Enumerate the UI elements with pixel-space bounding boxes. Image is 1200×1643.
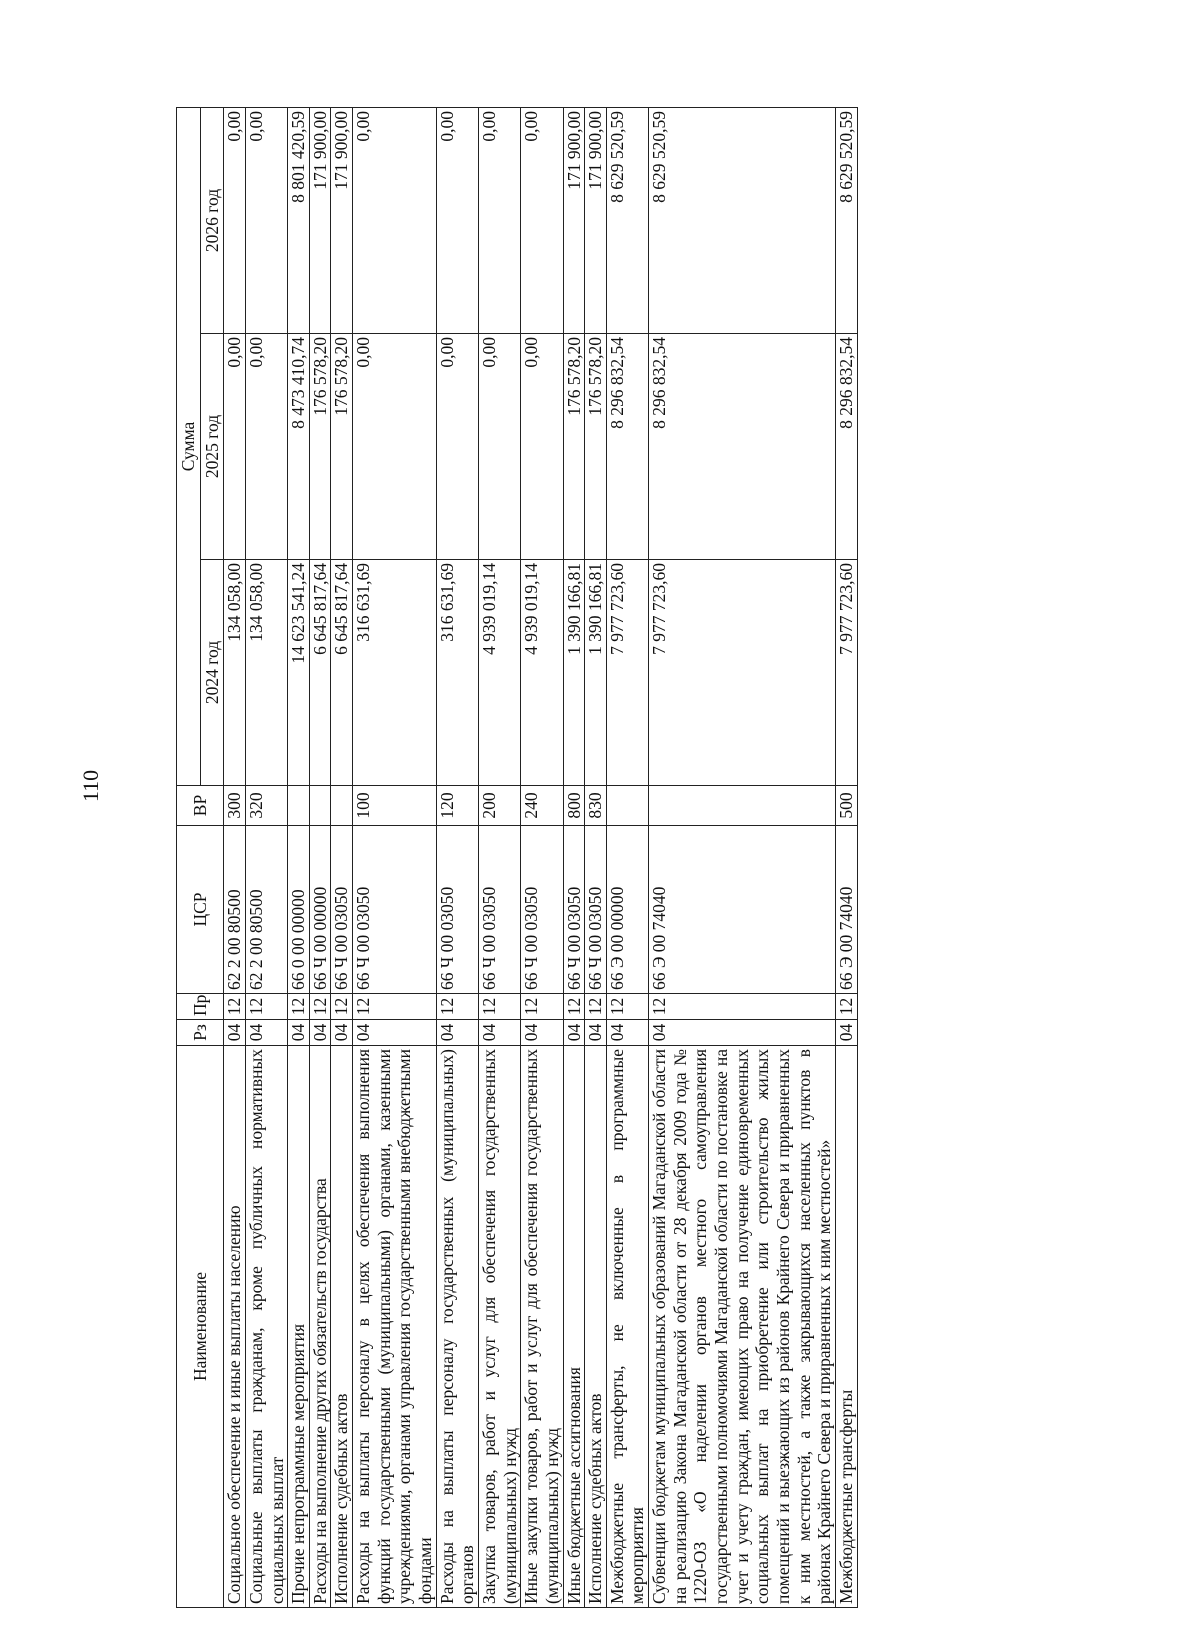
row-2026: 171 900,00 xyxy=(309,107,331,333)
row-rz: 04 xyxy=(649,1020,836,1046)
row-vr: 800 xyxy=(563,786,585,826)
row-rz: 04 xyxy=(563,1020,585,1046)
row-2024: 14 623 541,24 xyxy=(288,560,310,786)
table-row xyxy=(288,107,310,1607)
table-row xyxy=(331,107,353,1607)
row-csr: 66 Э 00 74040 xyxy=(649,826,836,994)
row-2024: 6 645 817,64 xyxy=(331,560,353,786)
row-2024: 4 939 019,14 xyxy=(521,560,563,786)
row-csr: 62 2 00 80500 xyxy=(245,826,287,994)
row-rz: 04 xyxy=(224,1020,246,1046)
row-vr: 830 xyxy=(585,786,607,826)
row-pr: 12 xyxy=(245,994,287,1020)
row-vr: 320 xyxy=(245,786,287,826)
row-rz: 04 xyxy=(478,1020,520,1046)
row-2025: 8 296 832,54 xyxy=(649,334,836,560)
table-row xyxy=(521,107,563,1607)
row-vr: 120 xyxy=(436,786,478,826)
row-2024: 316 631,69 xyxy=(353,560,437,786)
row-rz: 04 xyxy=(288,1020,310,1046)
row-2024: 1 390 166,81 xyxy=(585,560,607,786)
row-rz: 04 xyxy=(245,1020,287,1046)
table-header xyxy=(177,107,224,1607)
row-name: Прочие непрограммные мероприятия xyxy=(288,1046,310,1608)
row-pr: 12 xyxy=(309,994,331,1020)
row-name: Закупка товаров, работ и услуг для обеспечения государственных (муниципальных) нужд xyxy=(478,1046,520,1608)
row-vr xyxy=(331,786,353,826)
header-rz: Рз xyxy=(177,1020,224,1046)
row-name: Межбюджетные трансферты xyxy=(835,1046,857,1608)
row-2026: 0,00 xyxy=(245,107,287,333)
header-pr: Пр xyxy=(177,994,224,1020)
row-2024: 316 631,69 xyxy=(436,560,478,786)
row-csr: 66 Ч 00 03050 xyxy=(521,826,563,994)
row-2024: 134 058,00 xyxy=(245,560,287,786)
table-row xyxy=(835,107,857,1607)
row-pr: 12 xyxy=(835,994,857,1020)
row-2025: 0,00 xyxy=(224,334,246,560)
row-2026: 171 900,00 xyxy=(585,107,607,333)
row-pr: 12 xyxy=(353,994,437,1020)
row-rz: 04 xyxy=(436,1020,478,1046)
row-2024: 1 390 166,81 xyxy=(563,560,585,786)
row-2025: 0,00 xyxy=(353,334,437,560)
row-2025: 176 578,20 xyxy=(309,334,331,560)
row-rz: 04 xyxy=(835,1020,857,1046)
row-pr: 12 xyxy=(606,994,648,1020)
table-row xyxy=(585,107,607,1607)
row-csr: 66 Ч 00 03050 xyxy=(563,826,585,994)
row-2026: 0,00 xyxy=(521,107,563,333)
row-pr: 12 xyxy=(224,994,246,1020)
row-2026: 0,00 xyxy=(224,107,246,333)
row-2026: 8 629 520,59 xyxy=(606,107,648,333)
row-rz: 04 xyxy=(585,1020,607,1046)
row-name: Исполнение судебных актов xyxy=(331,1046,353,1608)
row-2026: 0,00 xyxy=(353,107,437,333)
row-2026: 0,00 xyxy=(436,107,478,333)
row-pr: 12 xyxy=(436,994,478,1020)
row-csr: 66 Ч 00 03050 xyxy=(436,826,478,994)
row-2025: 176 578,20 xyxy=(585,334,607,560)
row-csr: 62 2 00 80500 xyxy=(224,826,246,994)
row-2024: 134 058,00 xyxy=(224,560,246,786)
row-2025: 176 578,20 xyxy=(331,334,353,560)
row-2026: 8 629 520,59 xyxy=(835,107,857,333)
row-2026: 171 900,00 xyxy=(331,107,353,333)
row-2025: 8 473 410,74 xyxy=(288,334,310,560)
row-vr: 240 xyxy=(521,786,563,826)
row-rz: 04 xyxy=(331,1020,353,1046)
table-row xyxy=(563,107,585,1607)
row-pr: 12 xyxy=(521,994,563,1020)
row-vr: 200 xyxy=(478,786,520,826)
row-name: Субвенции бюджетам муниципальных образований Магаданской области на реализацию Закона Магаданской области от 28 декабря 2009 года № 1220-ОЗ «О наделении органов местного самоуправления государственными полномочиями Магаданской области по постановке на учет и учету граждан, имеющих право на получение единовременных социальных выплат на приобретение или строительство жилых помещений и выезжающих из районов Крайнего Севера и приравненных к ним местностей, а также закрывающихся населенных пунктов в районах Крайнего Севера и приравненных к ним местностей» xyxy=(649,1046,836,1608)
row-vr: 100 xyxy=(353,786,437,826)
row-csr: 66 Э 00 74040 xyxy=(835,826,857,994)
row-name: Иные закупки товаров, работ и услуг для обеспечения государственных (муниципальных) нужд xyxy=(521,1046,563,1608)
row-csr: 66 Ч 00 00000 xyxy=(309,826,331,994)
row-pr: 12 xyxy=(478,994,520,1020)
header-csr: ЦСР xyxy=(177,826,224,994)
row-name: Расходы на выполнение других обязательств государства xyxy=(309,1046,331,1608)
table-row xyxy=(436,107,478,1607)
row-vr xyxy=(288,786,310,826)
row-rz: 04 xyxy=(606,1020,648,1046)
rotated-page-content xyxy=(176,108,1076,1608)
header-vr: ВР xyxy=(177,786,224,826)
row-csr: 66 0 00 00000 xyxy=(288,826,310,994)
row-csr: 66 Ч 00 03050 xyxy=(478,826,520,994)
row-rz: 04 xyxy=(521,1020,563,1046)
row-name: Межбюджетные трансферты, не включенные в программные мероприятия xyxy=(606,1046,648,1608)
row-2026: 8 801 420,59 xyxy=(288,107,310,333)
header-year-2025: 2025 год xyxy=(200,334,224,560)
row-name: Иные бюджетные ассигнования xyxy=(563,1046,585,1608)
table-row xyxy=(309,107,331,1607)
header-year-2024: 2024 год xyxy=(200,560,224,786)
table-row xyxy=(224,107,246,1607)
row-name: Расходы на выплаты персоналу в целях обеспечения выполнения функций государственными (муниципальными) органами, казенными учреждениями, органами управления государственными внебюджетными фондами xyxy=(353,1046,437,1608)
row-2025: 0,00 xyxy=(478,334,520,560)
row-2025: 0,00 xyxy=(245,334,287,560)
row-2025: 8 296 832,54 xyxy=(606,334,648,560)
row-name: Социальные выплаты гражданам, кроме публичных нормативных социальных выплат xyxy=(245,1046,287,1608)
row-csr: 66 Ч 00 03050 xyxy=(331,826,353,994)
table-row xyxy=(245,107,287,1607)
table-row xyxy=(353,107,437,1607)
row-csr: 66 Ч 00 03050 xyxy=(585,826,607,994)
row-2026: 0,00 xyxy=(478,107,520,333)
row-pr: 12 xyxy=(585,994,607,1020)
row-vr: 300 xyxy=(224,786,246,826)
row-2025: 0,00 xyxy=(521,334,563,560)
row-2025: 0,00 xyxy=(436,334,478,560)
row-2026: 171 900,00 xyxy=(563,107,585,333)
page-number: 110 xyxy=(78,769,103,802)
row-csr: 66 Ч 00 03050 xyxy=(353,826,437,994)
row-vr: 500 xyxy=(835,786,857,826)
row-vr xyxy=(649,786,836,826)
row-2025: 176 578,20 xyxy=(563,334,585,560)
row-name: Социальное обеспечение и иные выплаты населению xyxy=(224,1046,246,1608)
table-row xyxy=(478,107,520,1607)
row-2024: 6 645 817,64 xyxy=(309,560,331,786)
table-row xyxy=(606,107,648,1607)
table-row xyxy=(649,107,836,1607)
row-2024: 4 939 019,14 xyxy=(478,560,520,786)
budget-table xyxy=(176,107,858,1608)
header-name: Наименование xyxy=(177,1046,224,1608)
row-vr xyxy=(309,786,331,826)
row-rz: 04 xyxy=(353,1020,437,1046)
header-sum: Сумма xyxy=(177,107,201,785)
row-vr xyxy=(606,786,648,826)
row-2026: 8 629 520,59 xyxy=(649,107,836,333)
row-2024: 7 977 723,60 xyxy=(649,560,836,786)
row-pr: 12 xyxy=(331,994,353,1020)
row-2024: 7 977 723,60 xyxy=(606,560,648,786)
header-year-2026: 2026 год xyxy=(200,107,224,333)
row-pr: 12 xyxy=(288,994,310,1020)
row-name: Расходы на выплаты персоналу государственных (муниципальных) органов xyxy=(436,1046,478,1608)
row-pr: 12 xyxy=(563,994,585,1020)
row-name: Исполнение судебных актов xyxy=(585,1046,607,1608)
row-2024: 7 977 723,60 xyxy=(835,560,857,786)
row-csr: 66 Э 00 00000 xyxy=(606,826,648,994)
row-pr: 12 xyxy=(649,994,836,1020)
row-2025: 8 296 832,54 xyxy=(835,334,857,560)
row-rz: 04 xyxy=(309,1020,331,1046)
